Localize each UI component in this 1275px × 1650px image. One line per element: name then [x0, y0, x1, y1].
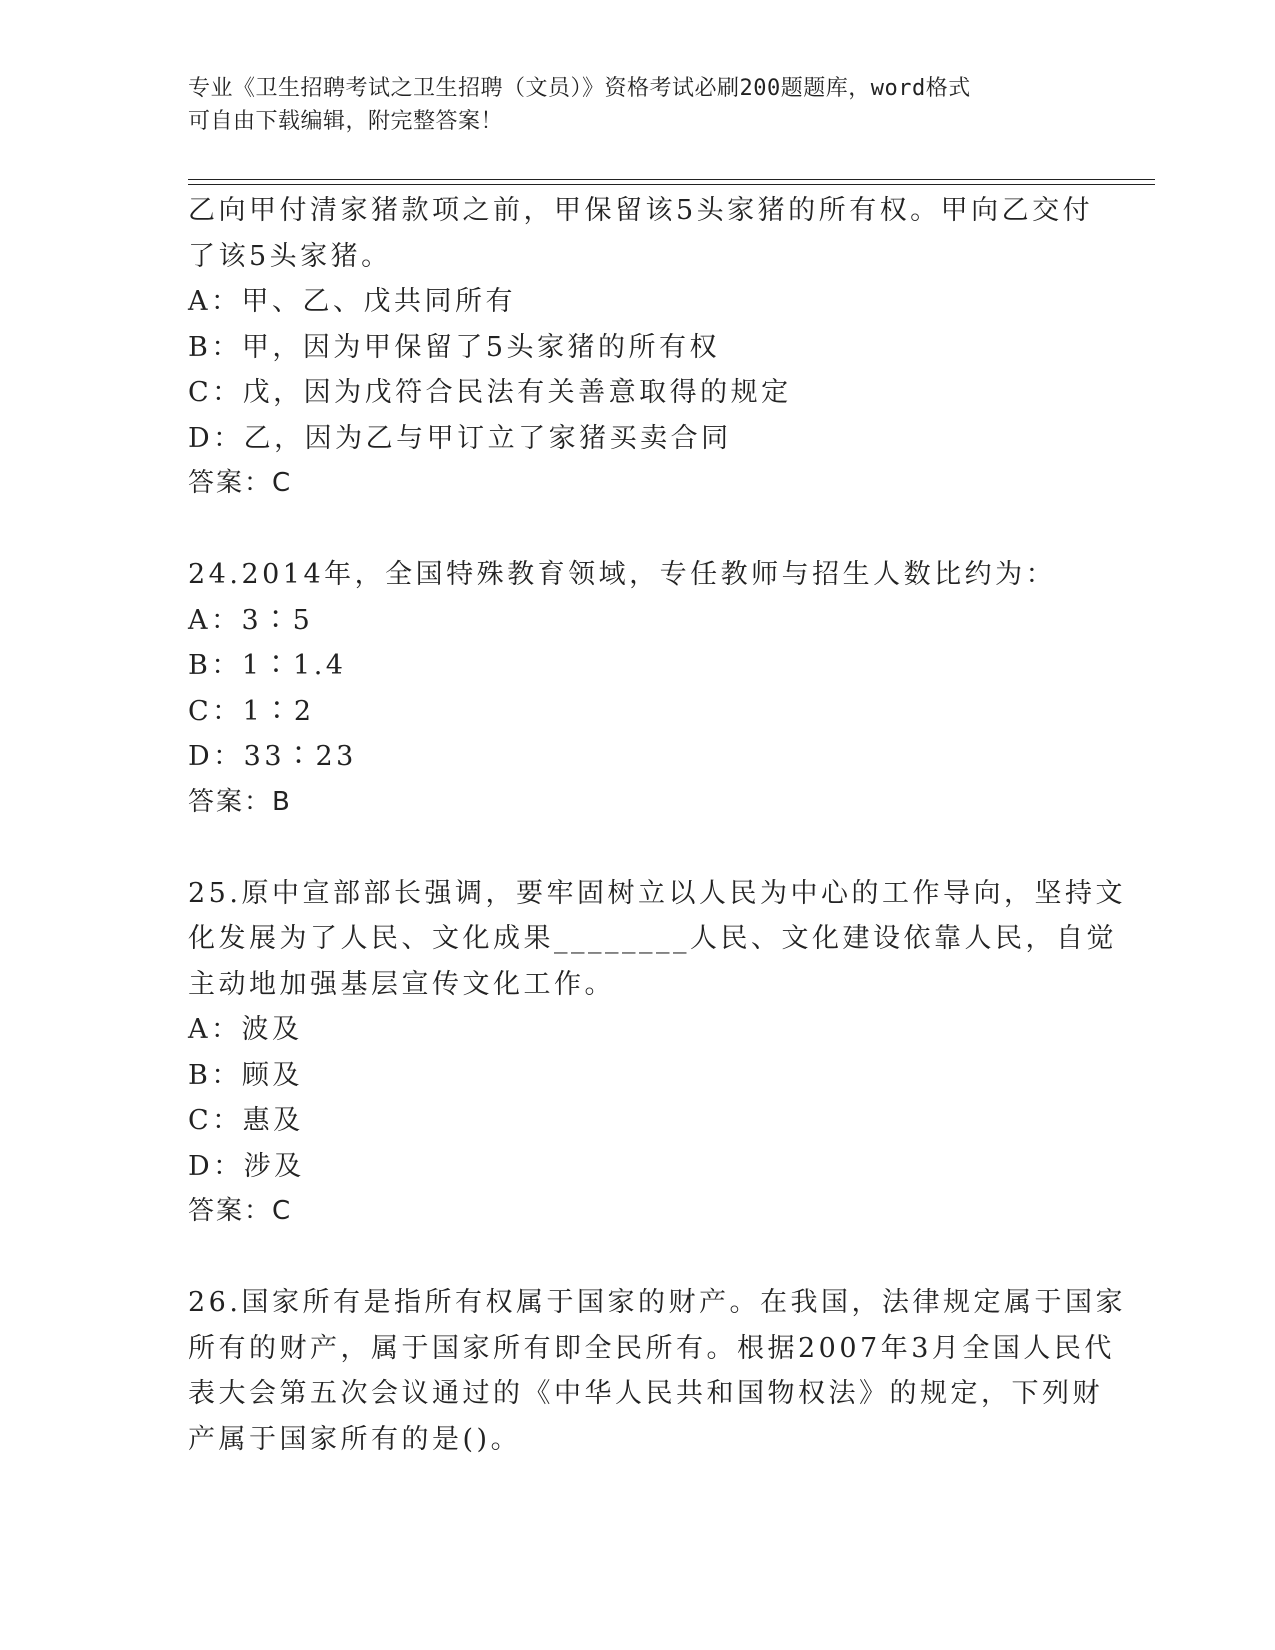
header-line-2: 可自由下载编辑，附完整答案！	[188, 109, 504, 134]
spacer	[188, 825, 1088, 871]
option-d: D：33∶23	[188, 741, 357, 772]
option-c: C：戊，因为戊符合民法有关善意取得的规定	[188, 377, 792, 408]
question-23	[188, 188, 1094, 507]
answer-line: 答案：C	[188, 468, 293, 498]
option-d: D：乙，因为乙与甲订立了家猪买卖合同	[188, 422, 732, 454]
option-a: A：3∶5	[188, 604, 314, 636]
question-stem-line: 主动地加强基层宣传文化工作。	[188, 968, 615, 1000]
option-c: C：1∶2	[188, 695, 315, 727]
document-header	[188, 72, 1088, 138]
question-stem-line: 24.2014年，全国特殊教育领域，专任教师与招生人数比约为：	[188, 559, 1057, 590]
document-body	[188, 188, 1126, 1462]
option-b: B：顾及	[188, 1059, 303, 1091]
option-c: C：惠及	[188, 1105, 304, 1136]
header-divider-bottom	[188, 184, 1155, 185]
header-line-1: 专业《卫生招聘考试之卫生招聘（文员）》资格考试必刷200题题库，word格式	[188, 76, 971, 101]
question-25	[188, 871, 1126, 1235]
header-divider-top	[188, 179, 1155, 180]
question-stem-line: 25.原中宣部部长强调，要牢固树立以人民为中心的工作导向，坚持文	[188, 877, 1126, 909]
option-b: B：1∶1.4	[188, 650, 347, 681]
question-24	[188, 552, 1088, 825]
question-26	[188, 1280, 1126, 1462]
option-a: A：波及	[188, 1014, 303, 1045]
question-stem-line: 了该5头家猪。	[188, 240, 392, 272]
answer-line: 答案：B	[188, 786, 292, 817]
option-b: B：甲，因为甲保留了5头家猪的所有权	[188, 331, 721, 363]
spacer	[188, 507, 1088, 553]
question-stem-line: 26.国家所有是指所有权属于国家的财产。在我国，法律规定属于国家	[188, 1287, 1126, 1318]
question-stem-line: 乙向甲付清家猪款项之前，甲保留该5头家猪的所有权。甲向乙交付	[188, 195, 1094, 226]
question-stem-line: 化发展为了人民、文化成果________人民、文化建设依靠人民，自觉	[188, 923, 1117, 954]
question-stem-line: 产属于国家所有的是()。	[188, 1423, 522, 1455]
answer-line: 答案：C	[188, 1196, 293, 1226]
option-a: A：甲、乙、戊共同所有	[188, 286, 516, 317]
question-stem-line: 所有的财产，属于国家所有即全民所有。根据2007年3月全国人民代	[188, 1332, 1115, 1364]
option-d: D：涉及	[188, 1150, 305, 1182]
spacer	[188, 1235, 1088, 1281]
question-stem-line: 表大会第五次会议通过的《中华人民共和国物权法》的规定，下列财	[188, 1378, 1103, 1409]
